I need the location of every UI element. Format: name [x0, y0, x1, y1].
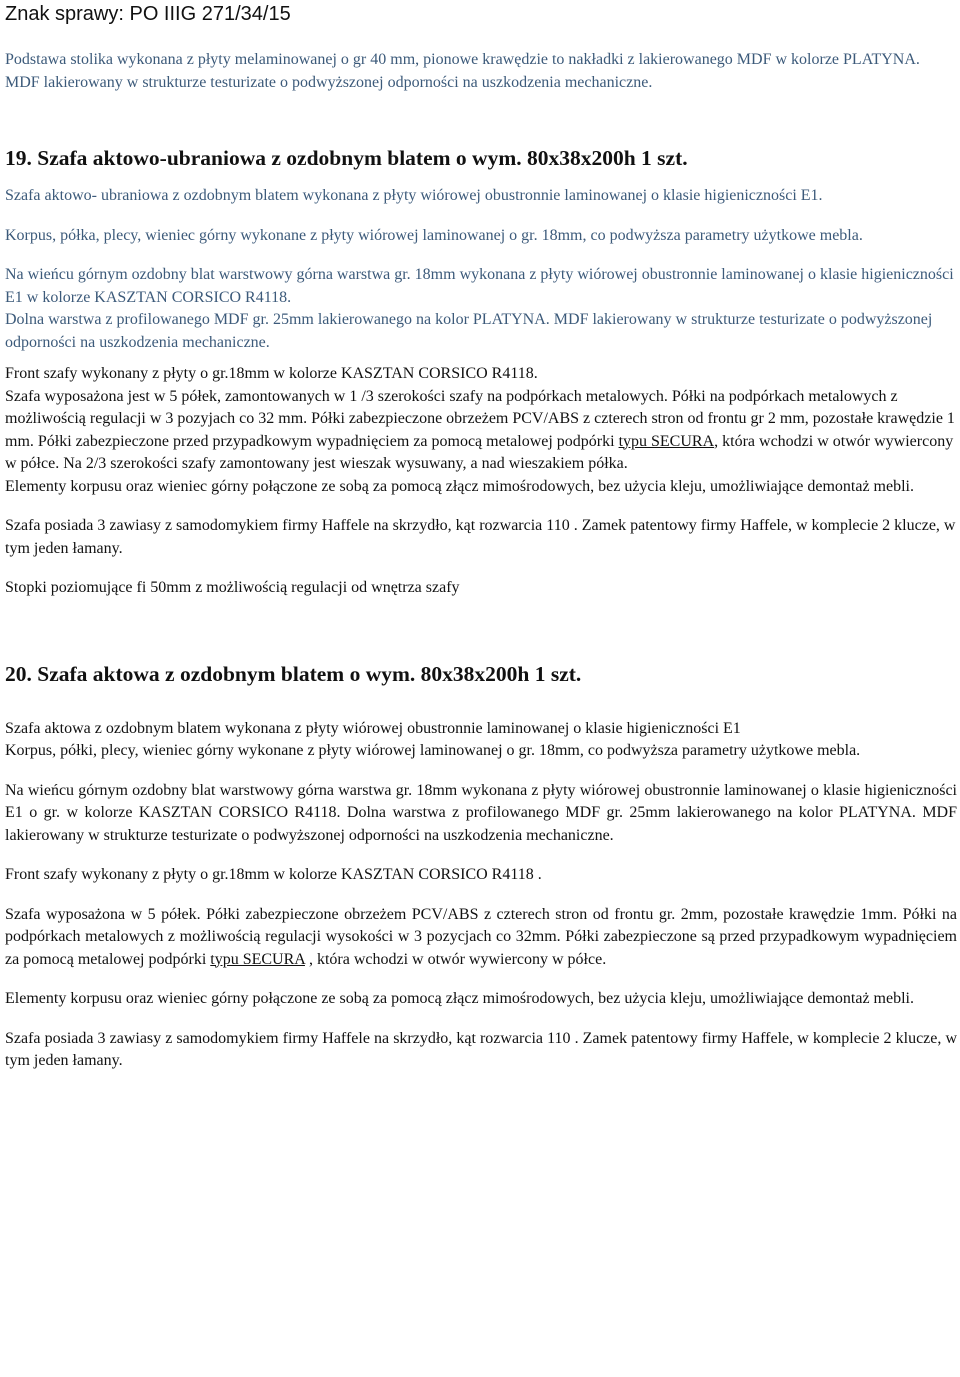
item-19-heading: 19. Szafa aktowo-ubraniowa z ozdobnym blatem o wym. 80x38x200h 1 szt.: [5, 146, 688, 170]
document-page: [5, 0, 957, 1073]
item-19-shelves-paragraph: [5, 386, 957, 476]
item-20-connectors-paragraph: Elementy korpusu oraz wieniec górny połączone ze sobą za pomocą złącz mimośrodowych, bez użycia kleju, umożliwiające demontaż mebli.: [5, 990, 914, 1007]
item-19-feet-paragraph: Stopki poziomujące fi 50mm z możliwością regulacji od wnętrza szafy: [5, 579, 460, 596]
item-20-heading: 20. Szafa aktowa z ozdobnym blatem o wym. 80x38x200h 1 szt.: [5, 661, 582, 686]
item-20-body-paragraph: Korpus, półki, plecy, wieniec górny wykonane z płyty wiórowej laminowanej o gr. 18mm, co podwyższa parametry użytkowe mebla.: [5, 742, 861, 759]
item-19-shelves-text: Szafa wyposażona jest w 5 półek, zamontowanych w 1 /3 szerokości szafy na podpórkach metalowych. Półki na podpórkach metalowych z możliwością regulacji w 3 pozyjach co 32 mm. Półki zabezpieczone obrzeżem PCV/ABS z czterech stron od frontu gr 2 mm, pozostałe krawędzie 1 mm. Półki zabezpieczone przed przypadkowym wypadnięciem za pomocą metalowej podpórki: [5, 387, 955, 450]
secura-link: typu SECURA: [618, 432, 715, 450]
item-20-shelves-paragraph: [5, 904, 957, 972]
secura-link: typu SECURA: [210, 950, 305, 968]
item-19-top-paragraph: Na wieńcu górnym ozdobny blat warstwowy górna warstwa gr. 18mm wykonana z płyty wiórowej obustronnie laminowanej o klasie higieniczności E1 w kolorze KASZTAN CORSICO R4118.: [5, 266, 954, 306]
item-20-hinges-paragraph: Szafa posiada 3 zawiasy z samodomykiem firmy Haffele na skrzydło, kąt rozwarcia 110 . Zamek patentowy firmy Haffele, w komplecie 2 klucze, w tym jeden łamany.: [5, 1029, 957, 1069]
item-19-hinges-paragraph: Szafa posiada 3 zawiasy z samodomykiem firmy Haffele na skrzydło, kąt rozwarcia 110 . Zamek patentowy firmy Haffele, w komplecie 2 klucze, w tym jeden łamany.: [5, 517, 956, 557]
item-20-shelves-text: Szafa wyposażona w 5 półek. Półki zabezpieczone obrzeżem PCV/ABS z czterech stron od frontu gr. 2mm, pozostałe krawędzie 1mm. Półki na podpórkach metalowych z możliwością regulacji wysokości w 3 pozycjach co 32mm. Półki zabezpieczone są przed przypadkowym wypadnięciem za pomocą metalowej podpórki: [5, 905, 957, 968]
item-19-body-paragraph: Korpus, półka, plecy, wieniec górny wykonane z płyty wiórowej laminowanej o gr. 18mm, co podwyższa parametry użytkowe mebla.: [5, 226, 863, 244]
item-19-front-paragraph: Front szafy wykonany z płyty o gr.18mm w kolorze KASZTAN CORSICO R4118.: [5, 365, 538, 382]
item-20-front-paragraph: Front szafy wykonany z płyty o gr.18mm w kolorze KASZTAN CORSICO R4118 .: [5, 866, 542, 883]
intro-paragraph: Podstawa stolika wykonana z płyty melaminowanej o gr 40 mm, pionowe krawędzie to nakładki z lakierowanego MDF w kolorze PLATYNA. MDF lakierowany w strukturze testurizate o podwyższonej odporności na uszkodzenia mechaniczne.: [5, 51, 920, 91]
item-19-connectors-paragraph: Elementy korpusu oraz wieniec górny połączone ze sobą za pomocą złącz mimośrodowych, bez użycia kleju, umożliwiające demontaż mebli.: [5, 477, 914, 495]
item-19-bottom-layer-paragraph: Dolna warstwa z profilowanego MDF gr. 25mm lakierowanego na kolor PLATYNA. MDF lakierowany w strukturze testurizate o podwyższonej odporności na uszkodzenia mechaniczne.: [5, 311, 933, 351]
item-19-description: Szafa aktowo- ubraniowa z ozdobnym blatem wykonana z płyty wiórowej obustronnie laminowanej o klasie higieniczności E1.: [5, 187, 823, 204]
item-20-shelves-text-end: , która wchodzi w otwór wywiercony w półce.: [304, 950, 607, 968]
item-19-shelves-text-end: , która wchodzi w otwór wywiercony w półce. Na 2/3 szerokości szafy zamontowany jest wieszak wysuwany, a nad wieszakiem półka.: [5, 432, 954, 472]
item-20-description: Szafa aktowa z ozdobnym blatem wykonana z płyty wiórowej obustronnie laminowanej o klasie higieniczności E1: [5, 719, 741, 737]
case-reference: Znak sprawy: PO IIIG 271/34/15: [5, 3, 291, 25]
item-20-top-paragraph: Na wieńcu górnym ozdobny blat warstwowy górna warstwa gr. 18mm wykonana z płyty wiórowej obustronnie laminowanej o klasie higieniczności E1 o gr. w kolorze KASZTAN CORSICO R4118. Dolna warstwa z profilowanego MDF gr. 25mm lakierowanego na kolor PLATYNA. MDF lakierowany w strukturze testurizate o podwyższonej odporności na uszkodzenia mechaniczne.: [5, 781, 957, 844]
